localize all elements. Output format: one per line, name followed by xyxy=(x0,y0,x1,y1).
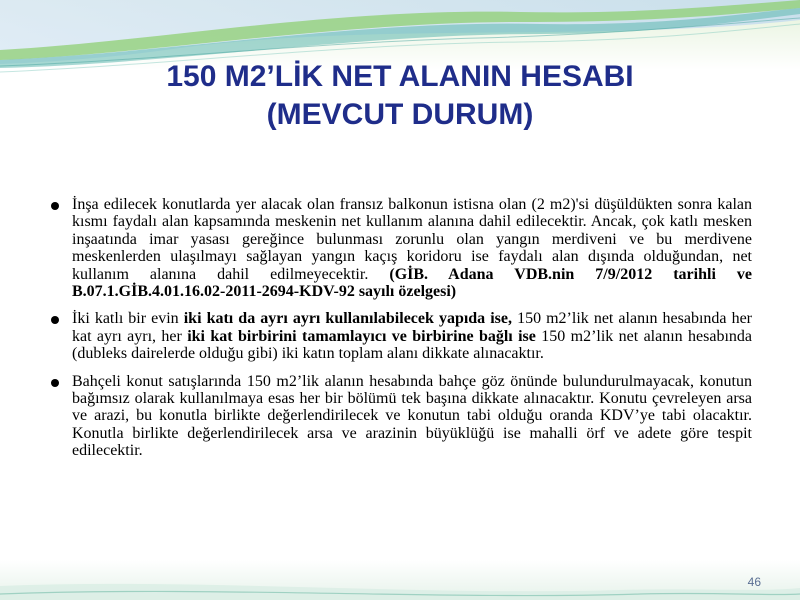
bullet-list xyxy=(50,196,752,470)
bullet-bold-part: iki kat birbirini tamamlayıcı ve birbirine bağlı ise xyxy=(187,327,536,345)
title-line-1: 150 M2’LİK NET ALANIN HESABI xyxy=(166,60,634,93)
bullet-item-two-floors xyxy=(50,310,752,362)
page-number: 46 xyxy=(747,575,761,589)
slide-title xyxy=(60,58,740,134)
bullet-bold-part: iki katı da ayrı ayrı kullanılabilecek yapıda ise, xyxy=(183,310,513,328)
bullet-dot-icon xyxy=(51,379,59,387)
bullet-dot-icon xyxy=(51,316,59,324)
title-line-2: (MEVCUT DURUM) xyxy=(266,98,534,131)
bullet-text-part: İnşa edilecek konutlarda yer alacak olan fransız balkonun istisna olan (2 m2)'si düşüldükten sonra kalan kısmı faydalı alan kapsamında meskenin net kullanım alanına dahil edilecektir. Ancak, çok katlı mesken inşaatında imar yasası gereğince bulunması zorunlu olan yangın merdiveni ve bu merdivene meskenlerden ulaşılmayı sağlayan yangın kaçış koridoru ise faydalı alan dışında olduğundan, net kullanım alanına dahil edilmeyecektir. xyxy=(72,196,752,283)
bullet-text xyxy=(72,373,752,460)
bullet-item-garden xyxy=(50,373,752,460)
bullet-text xyxy=(72,310,752,362)
bullet-text-part: Bahçeli konut satışlarında 150 m2’lik alanın hesabında bahçe göz önünde bulundurulmayacak, konutun bağımsız olarak kullanılmaya esas her bir bölümü tek başına dikkate alınacaktır. Konutu çevreleyen arsa ve arazi, bu konutla birlikte değerlendirilecek ve konutun tabi olduğu oranda KDV’ye tabi olacaktır. Konutla birlikte değerlendirilecek arsa ve arazinin büyüklüğü ise mahalli örf ve adete göre tespit edilecektir. xyxy=(72,372,752,460)
bullet-dot-icon xyxy=(51,202,59,210)
bullet-bold-reference: (GİB. Adana VDB.nin 7/9/2012 tarihli ve B.07.1.GİB.4.01.16.02-2011-2694-KDV-92 sayılı özelgesi) xyxy=(72,265,753,301)
bullet-text-part: 150 m2’lik net alanın hesabında her kat ayrı ayrı, her xyxy=(72,310,753,345)
bullet-text-part: 150 m2’lik net alanın hesabında (dubleks dairelerde olduğu gibi) iki katın toplam alanı dikkate alınacaktır. xyxy=(72,327,753,363)
bullet-item-balcony xyxy=(50,196,752,300)
bullet-text xyxy=(72,196,752,300)
bullet-text-part: İki katlı bir evin xyxy=(72,310,184,328)
